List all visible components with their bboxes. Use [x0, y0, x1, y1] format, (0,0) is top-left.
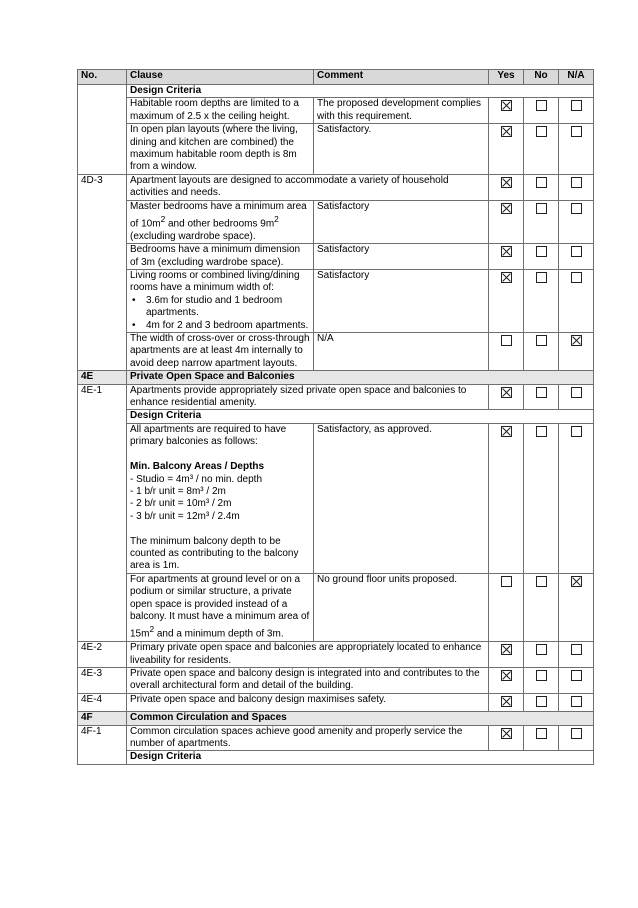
yes-cell: [489, 667, 524, 693]
list-item: • 4m for 2 and 3 bedroom apartments.: [130, 320, 310, 332]
no-cell: [524, 174, 559, 200]
yes-cell: [489, 270, 524, 333]
table-row: [78, 384, 594, 410]
yes-cell: [489, 693, 524, 711]
row-no-cell: 4E-2: [78, 642, 127, 668]
checkbox-empty[interactable]: [571, 387, 582, 398]
row-no-cell: 4E-1: [78, 384, 127, 641]
list-item: • 3.6m for studio and 1 bedroom apartments.: [130, 295, 310, 320]
no-cell: [524, 384, 559, 410]
na-cell: [559, 270, 594, 333]
checkbox-checked[interactable]: [501, 100, 512, 111]
header-yes: Yes: [489, 70, 524, 85]
list-item: - 1 b/r unit = 8m³ / 2m: [130, 485, 226, 497]
section-title: Private Open Space and Balconies: [127, 371, 594, 384]
no-cell: [524, 98, 559, 124]
clause-cell: Apartment layouts are designed to accommodate a variety of household activities and needs.: [127, 174, 489, 200]
checkbox-empty[interactable]: [501, 335, 512, 346]
yes-cell: [489, 333, 524, 371]
clause-cell: Private open space and balcony design is integrated into and contributes to the overall architectural form and detail of the building.: [127, 667, 489, 693]
header-clause: Clause: [127, 70, 314, 85]
clause-cell: Habitable room depths are limited to a maximum of 2.5 x the ceiling height.: [127, 98, 314, 124]
clause-cell: Master bedrooms have a minimum area of $10m^2$ and other bedrooms $9m^2$ (excluding wardrobe space).: [127, 200, 314, 244]
checkbox-checked[interactable]: [501, 728, 512, 739]
checkbox-checked[interactable]: [501, 387, 512, 398]
checkbox-empty[interactable]: [536, 126, 547, 137]
table-row: [78, 98, 594, 124]
checkbox-empty[interactable]: [536, 696, 547, 707]
checkbox-empty[interactable]: [536, 728, 547, 739]
checkbox-empty[interactable]: [536, 272, 547, 283]
checkbox-checked[interactable]: [501, 696, 512, 707]
checkbox-empty[interactable]: [571, 126, 582, 137]
checkbox-empty[interactable]: [536, 576, 547, 587]
checkbox-empty[interactable]: [536, 644, 547, 655]
bullet-list: [130, 295, 310, 332]
table-row: [78, 270, 594, 333]
comment-cell: N/A: [314, 333, 489, 371]
table-row: [78, 573, 594, 641]
checkbox-empty[interactable]: [571, 177, 582, 188]
na-cell: [559, 573, 594, 641]
na-cell: [559, 333, 594, 371]
header-no: No.: [78, 70, 127, 85]
design-criteria-heading: Design Criteria: [127, 410, 594, 423]
na-cell: [559, 124, 594, 175]
clause-cell: The width of cross-over or cross-through apartments are at least 4m internally to avoid deep narrow apartment layouts.: [127, 333, 314, 371]
clause-cell: Bedrooms have a minimum dimension of 3m (excluding wardrobe space).: [127, 244, 314, 270]
table-row: [78, 333, 594, 371]
section-row: [78, 371, 594, 384]
compliance-table: [77, 69, 594, 765]
section-title: Common Circulation and Spaces: [127, 712, 594, 725]
clause-cell: Apartments provide appropriately sized private open space and balconies to enhance residential amenity.: [127, 384, 489, 410]
na-cell: [559, 174, 594, 200]
header-row: [78, 70, 594, 85]
comment-cell: Satisfactory.: [314, 124, 489, 175]
checkbox-empty[interactable]: [571, 644, 582, 655]
clause-cell: For apartments at ground level or on a podium or similar structure, a private open space is provided instead of a balcony. It must have a minimum area of $15m^2$ and a minimum depth of 3m.: [127, 573, 314, 641]
yes-cell: [489, 174, 524, 200]
checkbox-empty[interactable]: [571, 696, 582, 707]
checkbox-empty[interactable]: [571, 728, 582, 739]
table-row: [78, 725, 594, 751]
checkbox-empty[interactable]: [571, 670, 582, 681]
design-criteria-heading: Design Criteria: [127, 751, 594, 764]
na-cell: [559, 200, 594, 244]
checkbox-checked[interactable]: [501, 177, 512, 188]
yes-cell: [489, 725, 524, 751]
checkbox-empty[interactable]: [536, 426, 547, 437]
list-item: - 3 b/r unit = 12m³ / 2.4m: [130, 510, 240, 522]
yes-cell: [489, 573, 524, 641]
no-cell: [524, 423, 559, 573]
row-no-cell: 4F-1: [78, 725, 127, 764]
yes-cell: [489, 124, 524, 175]
table-row: [78, 85, 594, 98]
clause-cell: Primary private open space and balconies are appropriately located to enhance liveability for residents.: [127, 642, 489, 668]
section-no: 4F: [78, 712, 127, 725]
row-no-cell: [78, 85, 127, 175]
no-cell: [524, 573, 559, 641]
no-cell: [524, 725, 559, 751]
checkbox-empty[interactable]: [536, 670, 547, 681]
no-cell: [524, 693, 559, 711]
comment-cell: Satisfactory, as approved.: [314, 423, 489, 573]
checkbox-checked[interactable]: [501, 644, 512, 655]
header-comment: Comment: [314, 70, 489, 85]
no-cell: [524, 244, 559, 270]
na-cell: [559, 725, 594, 751]
row-no-cell: 4D-3: [78, 174, 127, 370]
clause-cell: Private open space and balcony design maximises safety.: [127, 693, 489, 711]
row-no-cell: 4E-3: [78, 667, 127, 693]
table-row: [78, 642, 594, 668]
table-row: [78, 410, 594, 423]
na-cell: [559, 384, 594, 410]
clause-cell: Living rooms or combined living/dining rooms have a minimum width of: • 3.6m for studio and 1 bedroom apartments. • 4m for 2 and 3 bedroom apartments.: [127, 270, 314, 333]
row-no-cell: 4E-4: [78, 693, 127, 711]
section-no: 4E: [78, 371, 127, 384]
checkbox-empty[interactable]: [536, 335, 547, 346]
no-cell: [524, 642, 559, 668]
table-row: [78, 244, 594, 270]
yes-cell: [489, 98, 524, 124]
no-cell: [524, 270, 559, 333]
yes-cell: [489, 642, 524, 668]
comment-cell: Satisfactory: [314, 200, 489, 244]
checkbox-checked[interactable]: [571, 335, 582, 346]
checkbox-checked[interactable]: [501, 426, 512, 437]
table-row: [78, 693, 594, 711]
section-row: [78, 712, 594, 725]
na-cell: [559, 642, 594, 668]
checkbox-checked[interactable]: [501, 126, 512, 137]
na-cell: [559, 98, 594, 124]
na-cell: [559, 244, 594, 270]
yes-cell: [489, 423, 524, 573]
header-na: N/A: [559, 70, 594, 85]
yes-cell: [489, 384, 524, 410]
comment-cell: No ground floor units proposed.: [314, 573, 489, 641]
checkbox-empty[interactable]: [501, 576, 512, 587]
list-item: - 2 b/r unit = 10m³ / 2m: [130, 498, 232, 510]
table-row: [78, 174, 594, 200]
checkbox-empty[interactable]: [571, 246, 582, 257]
checkbox-empty[interactable]: [536, 246, 547, 257]
design-criteria-heading: Design Criteria: [127, 85, 594, 98]
checkbox-empty[interactable]: [536, 387, 547, 398]
checkbox-checked[interactable]: [571, 576, 582, 587]
na-cell: [559, 423, 594, 573]
table-row: [78, 124, 594, 175]
clause-cell: In open plan layouts (where the living, dining and kitchen are combined) the maximum habitable room depth is 8m from a window.: [127, 124, 314, 175]
table-row: [78, 667, 594, 693]
na-cell: [559, 693, 594, 711]
yes-cell: [489, 200, 524, 244]
checkbox-empty[interactable]: [571, 272, 582, 283]
checkbox-empty[interactable]: [536, 100, 547, 111]
clause-cell: Common circulation spaces achieve good amenity and properly service the number of apartments.: [127, 725, 489, 751]
clause-cell: All apartments are required to have primary balconies as follows: Min. Balcony Areas / Depths - Studio = 4m³ / no min. depth - 1 b/r unit = 8m³ / 2m - 2 b/r unit = 10m³ / 2m - 3 b/r unit = 12m³ / 2.4m The minimum balcony depth to be counted as contributing to the balcony area is 1m.: [127, 423, 314, 573]
na-cell: [559, 667, 594, 693]
no-cell: [524, 667, 559, 693]
no-cell: [524, 200, 559, 244]
checkbox-empty[interactable]: [536, 203, 547, 214]
comment-cell: Satisfactory: [314, 270, 489, 333]
checkbox-checked[interactable]: [501, 203, 512, 214]
checkbox-checked[interactable]: [501, 670, 512, 681]
comment-cell: Satisfactory: [314, 244, 489, 270]
comment-cell: The proposed development complies with this requirement.: [314, 98, 489, 124]
checkbox-checked[interactable]: [501, 246, 512, 257]
no-cell: [524, 124, 559, 175]
checkbox-empty[interactable]: [536, 177, 547, 188]
header-no-col: No: [524, 70, 559, 85]
table-row: [78, 200, 594, 244]
table-row: [78, 423, 594, 573]
checkbox-empty[interactable]: [571, 203, 582, 214]
checkbox-checked[interactable]: [501, 272, 512, 283]
no-cell: [524, 333, 559, 371]
checkbox-empty[interactable]: [571, 100, 582, 111]
checkbox-empty[interactable]: [571, 426, 582, 437]
table-row: [78, 751, 594, 764]
yes-cell: [489, 244, 524, 270]
list-item: - Studio = 4m³ / no min. depth: [130, 473, 263, 485]
